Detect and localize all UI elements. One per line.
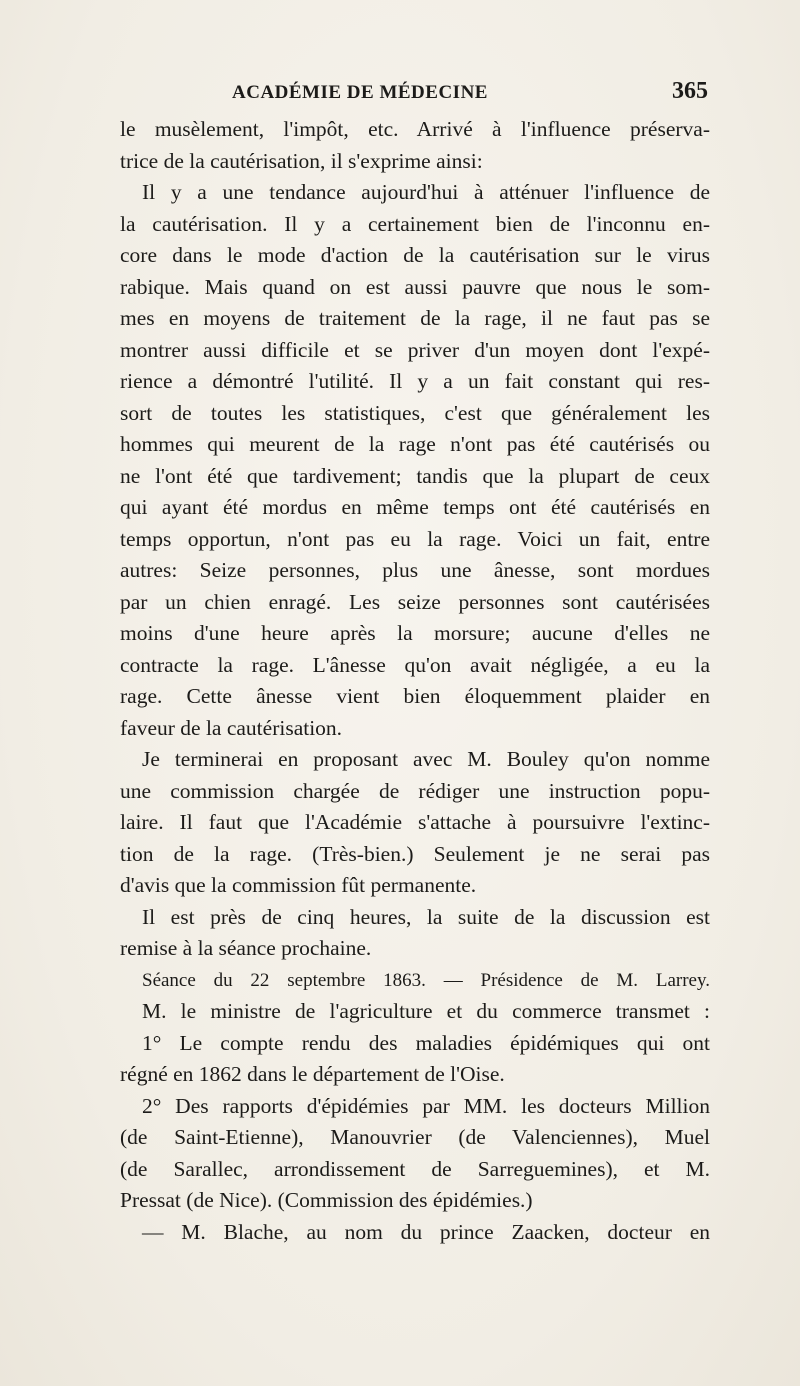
text-line: montrer aussi difficile et se priver d'un moyen dont l'expé- <box>120 337 710 362</box>
text-line: trice de la cautérisation, il s'exprime ainsi: <box>120 148 483 173</box>
text-line: remise à la séance prochaine. <box>120 936 372 960</box>
text-line: Je terminerai en proposant avec M. Bouley qu'on nomme <box>142 747 710 771</box>
body-text <box>120 114 710 1248</box>
text-line: d'avis que la commission fût permanente. <box>120 873 477 897</box>
text-line: faveur de la cautérisation. <box>120 715 343 740</box>
text-line: par un chien enragé. Les seize personnes sont cautérisées <box>120 589 710 614</box>
text-line: Pressat (de Nice). (Commission des épidémies.) <box>120 1188 533 1212</box>
text-line: la cautérisation. Il y a certainement bien de l'inconnu en- <box>120 211 710 236</box>
text-line: M. le ministre de l'agriculture et du commerce transmet : <box>142 999 710 1023</box>
running-head: ACADÉMIE DE MÉDECINE <box>232 82 488 103</box>
text-line: autres: Seize personnes, plus une ânesse, sont mordues <box>120 558 710 582</box>
text-line: (de Sarallec, arrondissement de Sarreguemines), et M. <box>120 1156 710 1181</box>
text-line: Il est près de cinq heures, la suite de la discussion est <box>142 904 710 929</box>
text-line: moins d'une heure après la morsure; aucune d'elles ne <box>120 621 710 645</box>
page-number: 365 <box>672 78 708 104</box>
text-line: 1° Le compte rendu des maladies épidémiques qui ont <box>142 1030 710 1055</box>
text-line: rage. Cette ânesse vient bien éloquemment plaider en <box>120 684 710 708</box>
text-line: mes en moyens de traitement de la rage, il ne faut pas se <box>120 306 710 330</box>
text-line: régné en 1862 dans le département de l'Oise. <box>120 1062 505 1086</box>
text-line: contracte la rage. L'ânesse qu'on avait négligée, a eu la <box>120 652 710 677</box>
text-line: qui ayant été mordus en même temps ont été cautérisés en <box>120 495 710 519</box>
page-header <box>120 78 710 114</box>
text-line: ne l'ont été que tardivement; tandis que la plupart de ceux <box>120 463 710 488</box>
text-line: rience a démontré l'utilité. Il y a un fait constant qui res- <box>120 369 710 393</box>
text-line: — M. Blache, au nom du prince Zaacken, docteur en <box>142 1219 710 1244</box>
text-line: tion de la rage. (Très-bien.) Seulement je ne serai pas <box>120 841 710 866</box>
text-line: rabique. Mais quand on est aussi pauvre que nous le som- <box>120 274 710 299</box>
text-line: Il y a une tendance aujourd'hui à atténuer l'influence de <box>142 180 710 204</box>
session-heading: Séance du 22 septembre 1863. — Présidence de M. Larrey. <box>142 969 710 991</box>
text-line: core dans le mode d'action de la cautérisation sur le virus <box>120 243 710 267</box>
text-line: temps opportun, n'ont pas eu la rage. Voici un fait, entre <box>120 526 710 551</box>
text-line: une commission chargée de rédiger une instruction popu- <box>120 778 710 803</box>
text-line: sort de toutes les statistiques, c'est que généralement les <box>120 400 710 425</box>
text-line: le musèlement, l'impôt, etc. Arrivé à l'influence préserva- <box>120 117 710 141</box>
text-line: laire. Il faut que l'Académie s'attache à poursuivre l'extinc- <box>120 810 710 834</box>
text-line: (de Saint-Etienne), Manouvrier (de Valenciennes), Muel <box>120 1125 710 1149</box>
text-line: 2° Des rapports d'épidémies par MM. les docteurs Million <box>142 1093 710 1118</box>
text-line: hommes qui meurent de la rage n'ont pas été cautérisés ou <box>120 432 710 456</box>
